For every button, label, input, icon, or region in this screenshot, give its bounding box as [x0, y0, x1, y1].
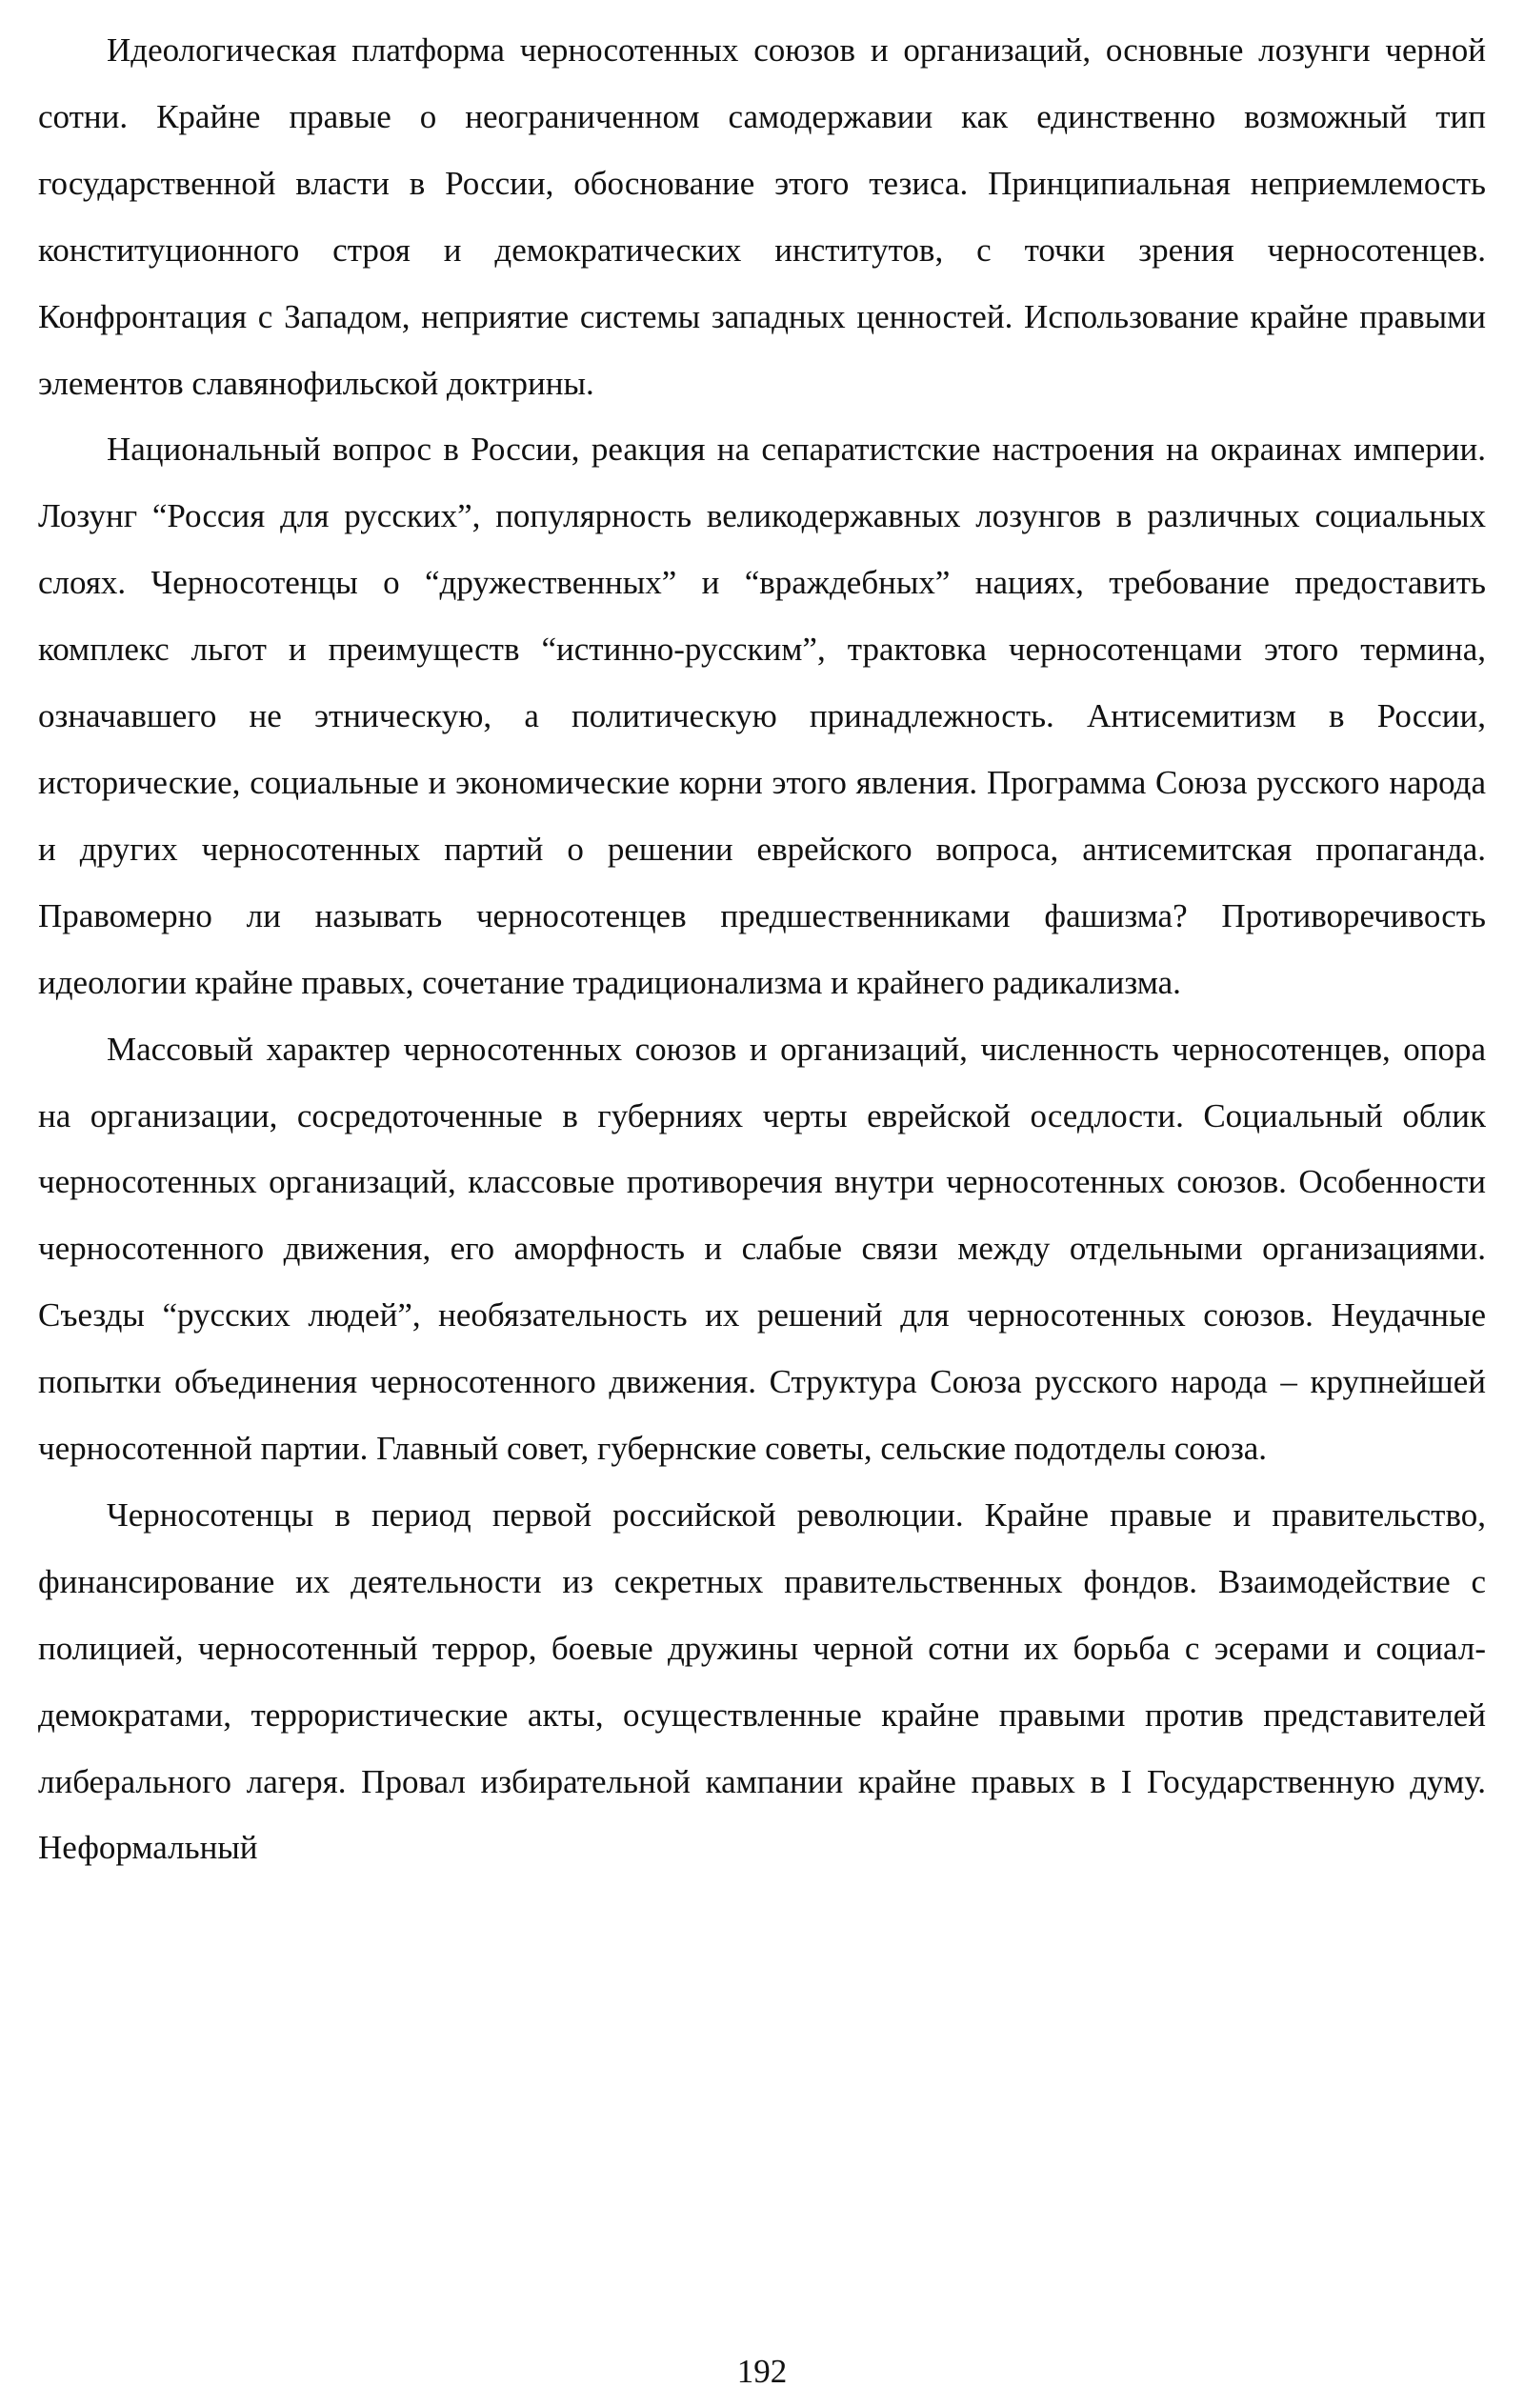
paragraph: Черносотенцы в период первой российской революции. Крайне правые и правительство, финансирование их деятельности из секретных правительственных фондов. Взаимодействие с полицией, черносотенный террор, боевые дружины черной сотни их борьба с эсерами и социал-демократами, террористические акты, осуществленные крайне правыми против представителей либерального лагеря. Провал избирательной кампании крайне правых в I Государственную думу. Неформальный — [38, 1495, 1486, 1867]
paragraph: Массовый характер черносотенных союзов и организаций, численность черносотенцев, опора на организации, сосредоточенные в губерниях черты еврейской оседлости. Социальный облик черносотенных организаций, классовые противоречия внутри черносотенных союзов. Особенности черносотенного движения, его аморфность и слабые связи между отдельными организациями. Съезды “русских людей”, необязательность их решений для черносотенных союзов. Неудачные попытки объединения черносотенного движения. Структура Союза русского народа – крупнейшей черносотенной партии. Главный совет, губернские советы, сельские подотделы союза. — [38, 1030, 1486, 1468]
page-number: 192 — [736, 2353, 788, 2390]
paragraph: Идеологическая платформа черносотенных союзов и организаций, основные лозунги черной сотни. Крайне правые о неограниченном самодержавии как единственно возможный тип государственной власти в России, обоснование этого тезиса. Принципиальная неприемлемость конституционного строя и демократических институтов, с точки зрения черносотенцев. Конфронтация с Западом, неприятие системы западных ценностей. Использование крайне правыми элементов славянофильской доктрины. — [38, 31, 1486, 402]
paragraph: Национальный вопрос в России, реакция на сепаратистские настроения на окраинах империи. Лозунг “Россия для русских”, популярность великодержавных лозунгов в различных социальных слоях. Черносотенцы о “дружественных” и “враждебных” нациях, требование предоставить комплекс льгот и преимуществ “истинно-русским”, трактовка черносотенцами этого термина, означавшего не этническую, а политическую принадлежность. Антисемитизм в России, исторические, социальные и экономические корни этого явления. Программа Союза русского народа и других черносотенных партий о решении еврейского вопроса, антисемитская пропаганда. Правомерно ли называть черносотенцев предшественниками фашизма? Противоречивость идеологии крайне правых, сочетание традиционализма и крайнего радикализма. — [38, 431, 1486, 1001]
body-text — [38, 17, 1486, 1881]
